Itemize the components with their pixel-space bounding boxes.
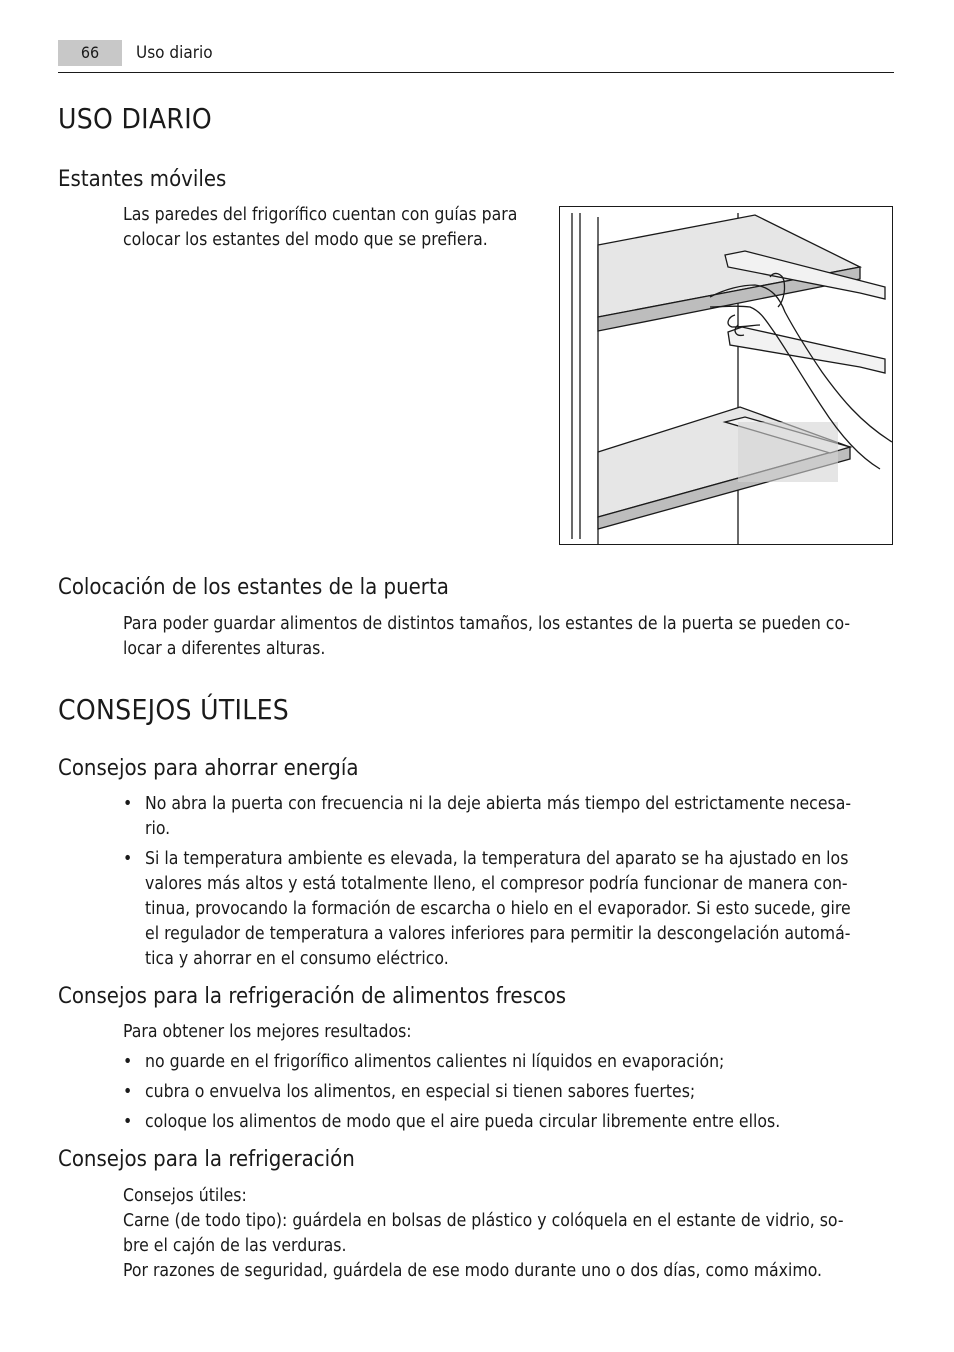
running-title: Uso diario: [136, 43, 213, 63]
item-line: el regulador de temperatura a valores inferiores para permitir la descongelación automá-: [145, 924, 851, 944]
estantes-moviles-line2: colocar los estantes del modo que se prefiera.: [123, 230, 488, 250]
shelf-illustration: [559, 206, 893, 545]
bullet-icon: •: [123, 849, 133, 869]
heading-ahorrar-energia: Consejos para ahorrar energía: [58, 756, 359, 781]
page-header: [58, 40, 894, 73]
page-number: 66: [58, 40, 122, 66]
heading-colocacion-estantes-puerta: Colocación de los estantes de la puerta: [58, 575, 449, 600]
alimentos-frescos-intro: Para obtener los mejores resultados:: [123, 1022, 412, 1042]
list-item: [123, 1110, 895, 1135]
item-line: No abra la puerta con frecuencia ni la deje abierta más tiempo del estrictamente necesa-: [145, 794, 852, 814]
colocacion-line1: Para poder guardar alimentos de distintos tamaños, los estantes de la puerta se pueden co-: [123, 614, 851, 634]
heading-refrigeracion: Consejos para la refrigeración: [58, 1147, 355, 1172]
alimentos-frescos-list: [123, 1050, 895, 1140]
refrigeracion-text: [123, 1184, 844, 1284]
bullet-icon: •: [123, 1112, 133, 1132]
item-line: rio.: [145, 819, 171, 839]
list-item: [123, 847, 895, 972]
bullet-icon: •: [123, 1082, 133, 1102]
colocacion-text: [123, 612, 850, 662]
bullet-icon: •: [123, 1052, 133, 1072]
ahorrar-energia-list: [123, 792, 895, 977]
bullet-icon: •: [123, 794, 133, 814]
heading-alimentos-frescos: Consejos para la refrigeración de alimentos frescos: [58, 984, 567, 1009]
refrigeracion-line1: Consejos útiles:: [123, 1186, 247, 1206]
item-line: Si la temperatura ambiente es elevada, la temperatura del aparato se ha ajustado en los: [145, 849, 849, 869]
list-item: [123, 792, 895, 842]
section-title-consejos-utiles: CONSEJOS ÚTILES: [58, 693, 290, 726]
section-title-uso-diario: USO DIARIO: [58, 102, 213, 135]
heading-estantes-moviles: Estantes móviles: [58, 167, 227, 192]
item-line: tinua, provocando la formación de escarcha o hielo en el evaporador. Si esto sucede, gire: [145, 899, 851, 919]
list-item: [123, 1080, 895, 1105]
list-item: [123, 1050, 895, 1075]
item-line: cubra o envuelva los alimentos, en especial si tienen sabores fuertes;: [145, 1082, 696, 1102]
hand-adjusting-shelf-icon: [560, 207, 892, 544]
refrigeracion-line3: bre el cajón de las verduras.: [123, 1236, 347, 1256]
item-line: valores más altos y está totalmente lleno, el compresor podría funcionar de manera con-: [145, 874, 848, 894]
item-line: coloque los alimentos de modo que el aire pueda circular libremente entre ellos.: [145, 1112, 781, 1132]
refrigeracion-line2: Carne (de todo tipo): guárdela en bolsas de plástico y colóquela en el estante de vidrio, so-: [123, 1211, 844, 1231]
item-line: no guarde en el frigorífico alimentos calientes ni líquidos en evaporación;: [145, 1052, 725, 1072]
estantes-moviles-text: [123, 203, 517, 253]
item-line: tica y ahorrar en el consumo eléctrico.: [145, 949, 449, 969]
estantes-moviles-line1: Las paredes del frigorífico cuentan con guías para: [123, 205, 518, 225]
colocacion-line2: locar a diferentes alturas.: [123, 639, 326, 659]
refrigeracion-line4: Por razones de seguridad, guárdela de ese modo durante uno o dos días, como máximo.: [123, 1261, 823, 1281]
